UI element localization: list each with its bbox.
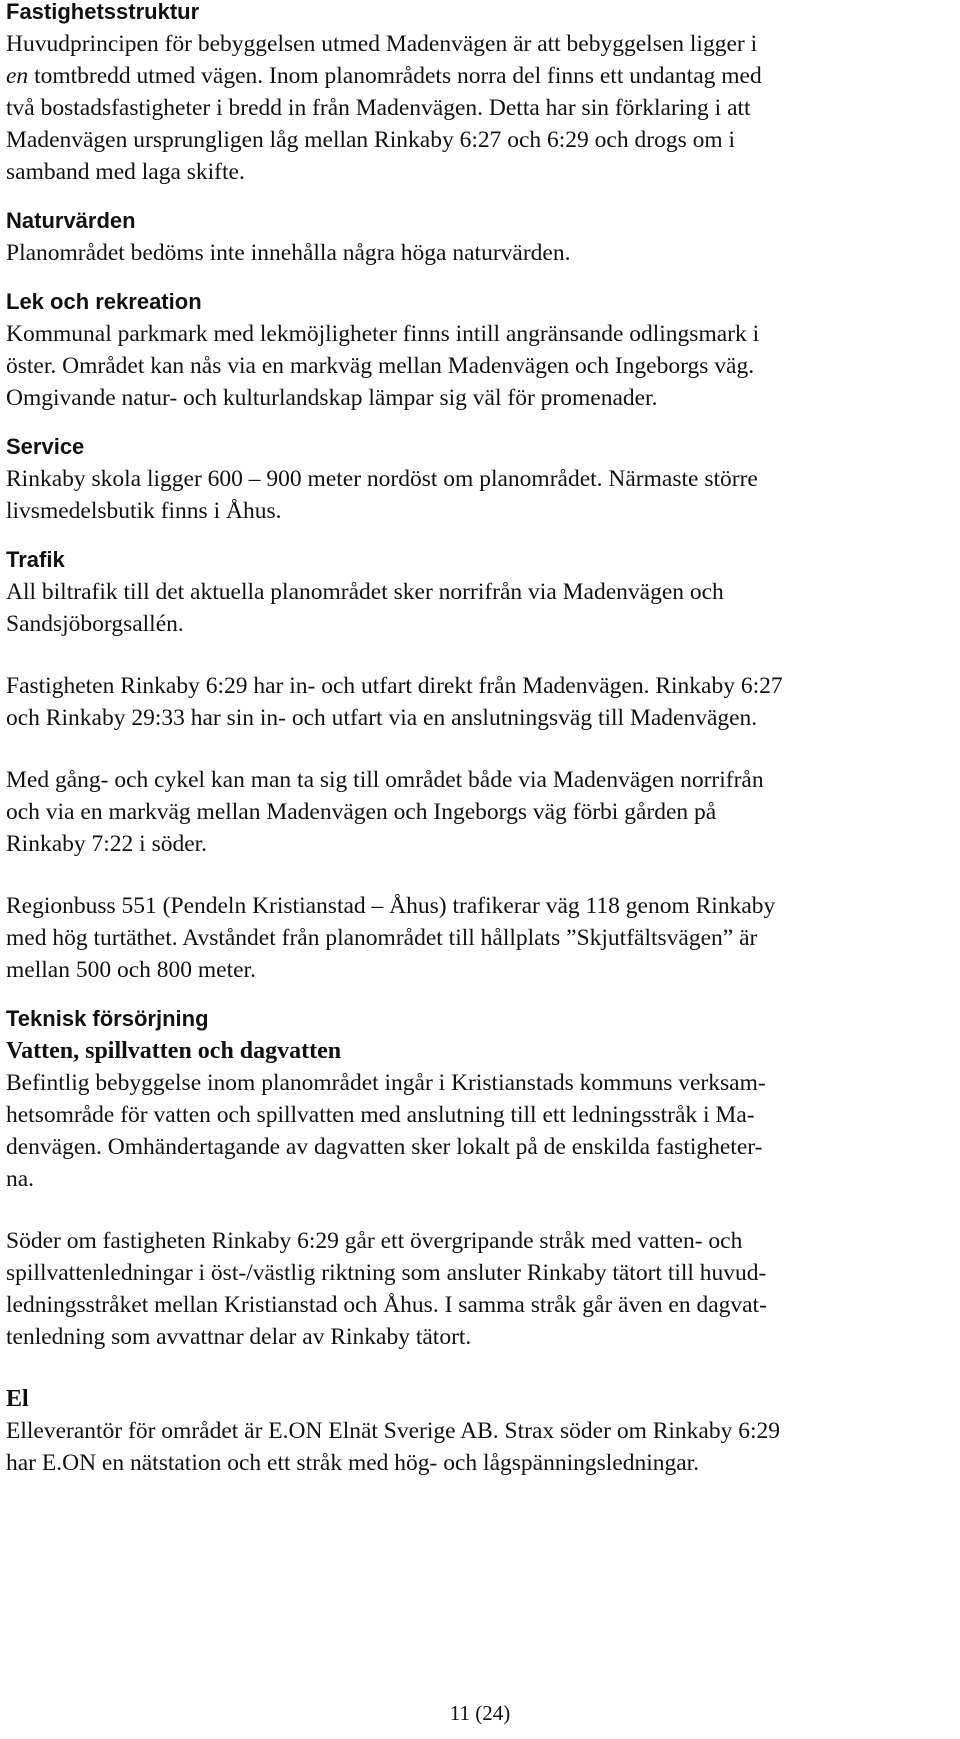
text-line: Med gång- och cykel kan man ta sig till området både via Madenvägen norrifrån [6,767,764,793]
text-line: Rinkaby skola ligger 600 – 900 meter nordöst om planområdet. Närmaste större [6,466,758,492]
text-line: Planområdet bedöms inte innehålla några höga naturvärden. [6,240,571,266]
text-line: samband med laga skifte. [6,159,245,185]
emphasis-text: en [6,63,29,89]
heading-lek-och-rekreation: Lek och rekreation [6,289,202,314]
heading-fastighetsstruktur: Fastighetsstruktur [6,0,200,24]
text-line: livsmedelsbutik finns i Åhus. [6,498,282,524]
text-line [6,60,951,92]
text-line: Sandsjöborgsallén. [6,611,184,637]
text-line: Elleverantör för området är E.ON Elnät Sverige AB. Strax söder om Rinkaby 6:29 [6,1418,781,1444]
text-line: mellan 500 och 800 meter. [6,957,256,983]
paragraph-lek-och-rekreation [6,318,951,414]
text-line: Kommunal parkmark med lekmöjligheter finns intill angränsande odlingsmark i [6,321,760,347]
text-line: spillvattenledningar i öst-/västlig riktning som ansluter Rinkaby tätort till huvud- [6,1260,767,1286]
text-line: Regionbuss 551 (Pendeln Kristianstad – Åhus) trafikerar väg 118 genom Rinkaby [6,893,776,919]
text-line: Omgivande natur- och kulturlandskap lämpar sig väl för promenader. [6,385,658,411]
text-line: har E.ON en nätstation och ett stråk med hög- och lågspänningsledningar. [6,1450,700,1476]
paragraph-trafik-3 [6,764,951,860]
paragraph-trafik-4 [6,890,951,986]
text-line: Fastigheten Rinkaby 6:29 har in- och utfart direkt från Madenvägen. Rinkaby 6:27 [6,673,783,699]
text-line: och Rinkaby 29:33 har sin in- och utfart via en anslutningsväg till Madenvägen. [6,705,758,731]
text-line: na. [6,1166,35,1192]
paragraph-trafik-2 [6,670,951,734]
paragraph-teknisk-1 [6,1067,951,1195]
page-number: 11 (24) [449,1701,511,1725]
paragraph-service [6,463,951,527]
text-line: med hög turtäthet. Avståndet från planområdet till hållplats ”Skjutfältsvägen” är [6,925,758,951]
paragraph-el [6,1415,951,1479]
text-line: Söder om fastigheten Rinkaby 6:29 går ett övergripande stråk med vatten- och [6,1228,743,1254]
text-line: och via en markväg mellan Madenvägen och Ingeborgs väg förbi gården på [6,799,717,825]
text-line: två bostadsfastigheter i bredd in från Madenvägen. Detta har sin förklaring i att [6,95,751,121]
heading-naturvarden: Naturvärden [6,208,136,233]
heading-trafik: Trafik [6,547,65,572]
text-line: Befintlig bebyggelse inom planområdet ingår i Kristianstads kommuns verksam- [6,1070,766,1096]
text-line: Rinkaby 7:22 i söder. [6,831,208,857]
paragraph-fastighetsstruktur [6,28,951,188]
text-line: All biltrafik till det aktuella planområdet sker norrifrån via Madenvägen och [6,579,724,605]
heading-el: El [6,1386,29,1412]
text-line: tenledning som avvattnar delar av Rinkaby tätort. [6,1324,472,1350]
text-line: ledningsstråket mellan Kristianstad och Åhus. I samma stråk går även en dagvat- [6,1292,767,1318]
text-span: tomtbredd utmed vägen. Inom planområdets norra del finns ett undantag med [28,63,762,89]
document-page [6,0,951,1479]
paragraph-naturvarden [6,237,951,269]
text-line: denvägen. Omhändertagande av dagvatten sker lokalt på de enskilda fastigheter- [6,1134,763,1160]
text-line: Madenvägen ursprungligen låg mellan Rinkaby 6:27 och 6:29 och drogs om i [6,127,736,153]
subheading-vatten: Vatten, spillvatten och dagvatten [6,1038,342,1064]
text-line: öster. Området kan nås via en markväg mellan Madenvägen och Ingeborgs väg. [6,353,755,379]
text-line: hetsområde för vatten och spillvatten med anslutning till ett ledningsstråk i Ma- [6,1102,755,1128]
heading-service: Service [6,434,85,459]
paragraph-teknisk-2 [6,1225,951,1353]
text-line: Huvudprincipen för bebyggelsen utmed Madenvägen är att bebyggelsen ligger i [6,31,758,57]
heading-teknisk-forsorjning: Teknisk försörjning [6,1006,209,1031]
paragraph-trafik-1 [6,576,951,640]
